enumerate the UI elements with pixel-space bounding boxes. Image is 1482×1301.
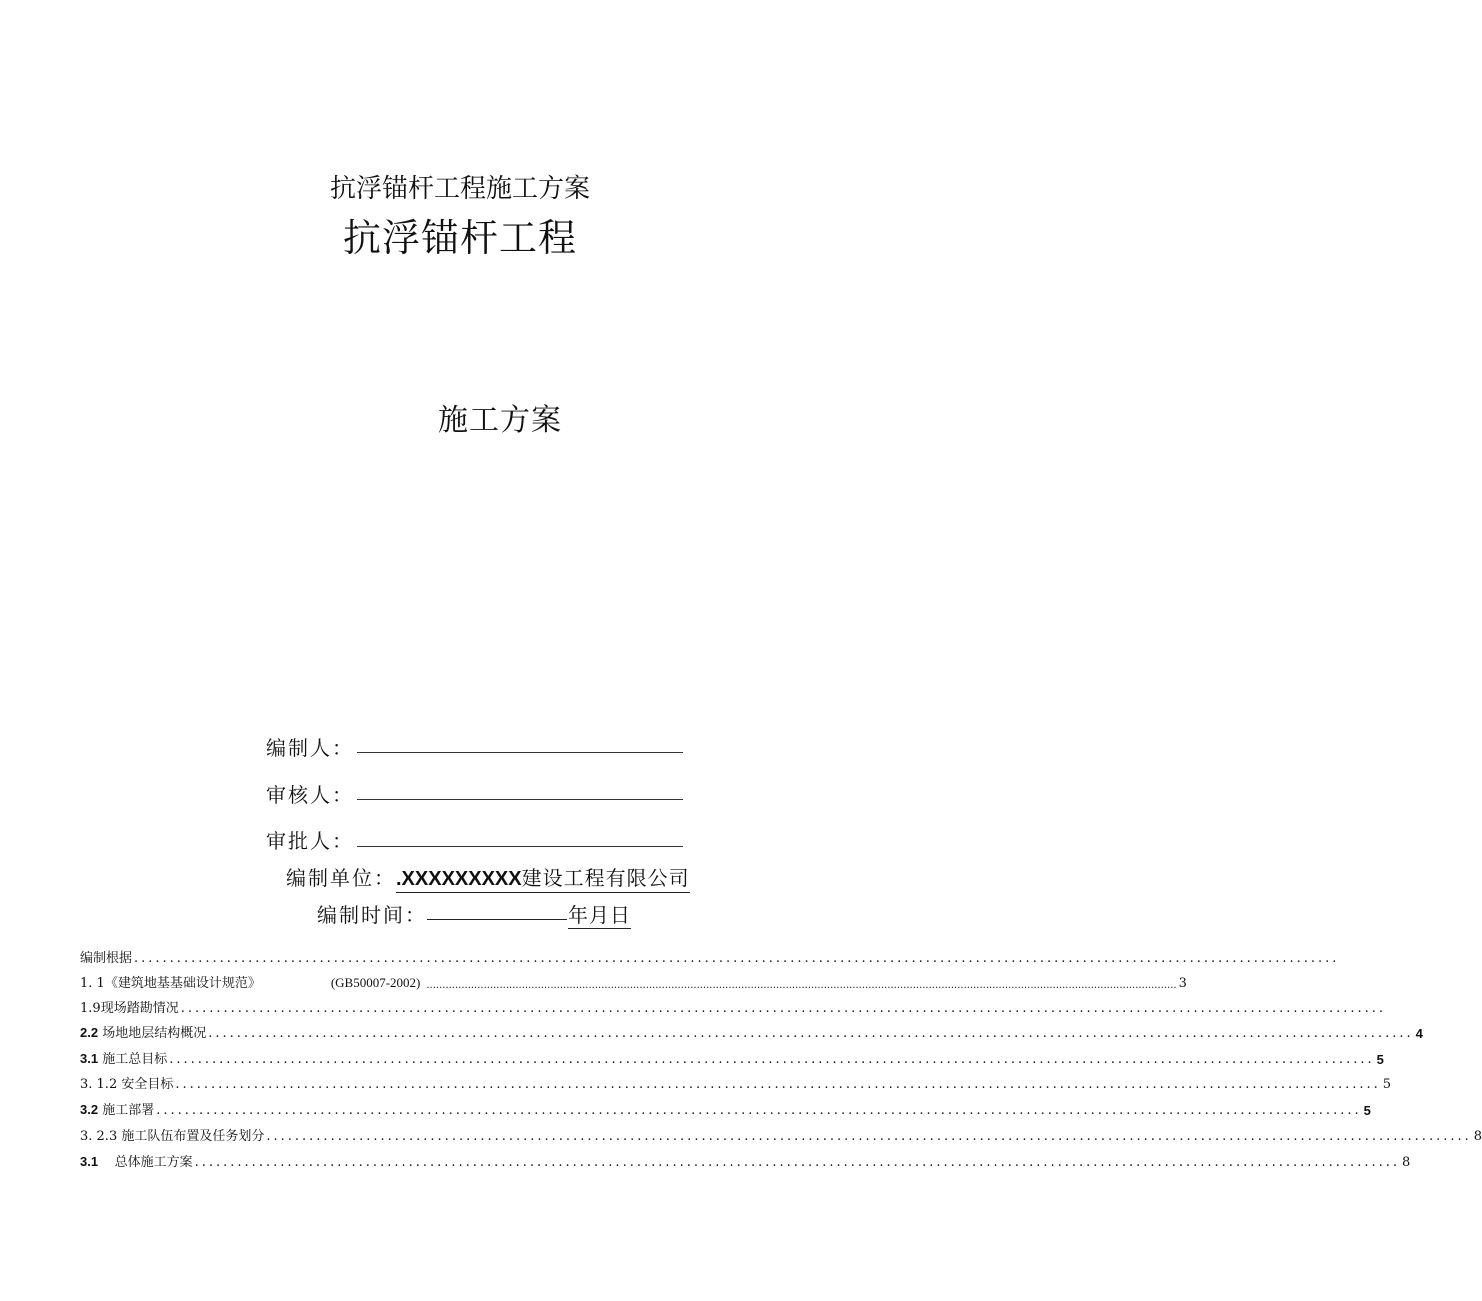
toc-entry[interactable] [80,997,1387,1016]
toc-label [80,1125,264,1144]
toc-leader: ......................................................................................................................................................................... [194,1155,1400,1170]
toc-leader: ............................................................................................................................................................................................................................................ [426,980,1177,991]
toc-title: 现场踏勘情况 [100,1001,179,1016]
approver-label: 审批人： [266,829,354,853]
toc-label [80,1048,167,1067]
toc-label [80,1151,193,1170]
toc-entry[interactable] [80,972,1187,991]
compile-time-label: 编制时间： [317,903,427,927]
toc-leader: ......................................................................................................................................................................... [134,951,1340,966]
toc-entry[interactable] [80,1073,1392,1092]
project-name: 抗浮锚杆工程 [342,216,577,260]
toc-entry[interactable] [80,1048,1384,1067]
toc-title: 《建筑地基基础设计规范》 [104,976,261,991]
document-type: 施工方案 [438,403,562,438]
toc-title: 施工总目标 [102,1052,168,1067]
toc-title: 场地地层结构概况 [102,1026,207,1041]
compiling-unit-label: 编制单位： [286,866,396,890]
toc-number: 2.2 [80,1025,99,1040]
toc-page: 8 [1473,1129,1482,1144]
toc-label [80,1099,154,1118]
unit-prefix: .XXXXXXXXX [396,868,522,890]
compiler-signature-line [357,752,683,753]
toc-entry[interactable] [80,1099,1371,1118]
toc-page: 5 [1363,1103,1371,1118]
toc-leader: ......................................................................................................................................................................... [208,1026,1414,1041]
toc-title: 安全目标 [121,1077,174,1092]
toc-title: 施工部署 [102,1103,155,1118]
toc-entry[interactable] [80,1151,1411,1170]
toc-title: 编制根据 [80,951,133,966]
toc-entry[interactable] [80,1022,1423,1041]
toc-label [80,1022,206,1041]
toc-number: 1. 1 [80,976,105,991]
toc-label [80,997,179,1016]
toc-page: 4 [1415,1026,1423,1041]
toc-leader: ......................................................................................................................................................................... [180,1001,1387,1016]
compiling-unit-value [396,862,690,893]
toc-standard-code: (GB50007-2002) [330,975,421,990]
reviewer-label: 审核人： [266,783,354,807]
compile-time-value: 年月日 [568,899,631,929]
toc-number: 3.2 [80,1102,99,1117]
unit-name: 建设工程有限公司 [521,866,690,890]
toc-page: 3 [1178,976,1187,991]
toc-leader: ......................................................................................................................................................................... [175,1077,1381,1092]
toc-entry[interactable] [80,1125,1482,1144]
compile-time-line [427,919,567,920]
toc-leader: ......................................................................................................................................................................... [156,1103,1362,1118]
toc-leader: ......................................................................................................................................................................... [169,1052,1375,1067]
toc-title: 施工队伍布置及任务划分 [121,1129,265,1144]
approver-signature-line [357,846,683,847]
toc-label [80,1073,173,1092]
toc-page: 5 [1382,1077,1392,1092]
toc-page: 8 [1402,1155,1411,1170]
document-title: 抗浮锚杆工程施工方案 [329,174,590,204]
toc-number: 3.1 [80,1051,99,1066]
toc-number: 3. 2.3 [80,1129,118,1144]
compiler-label: 编制人： [266,736,354,760]
toc-number: 3.1 [80,1154,99,1169]
toc-label [80,972,261,991]
toc-title: 总体施工方案 [114,1155,193,1170]
toc-number: 3. 1.2 [80,1077,118,1092]
toc-number: 1.9 [80,1001,101,1016]
toc-entry[interactable] [80,947,1340,966]
toc-page: 5 [1376,1052,1384,1067]
toc-leader: ......................................................................................................................................................................... [266,1129,1472,1144]
reviewer-signature-line [357,799,683,800]
